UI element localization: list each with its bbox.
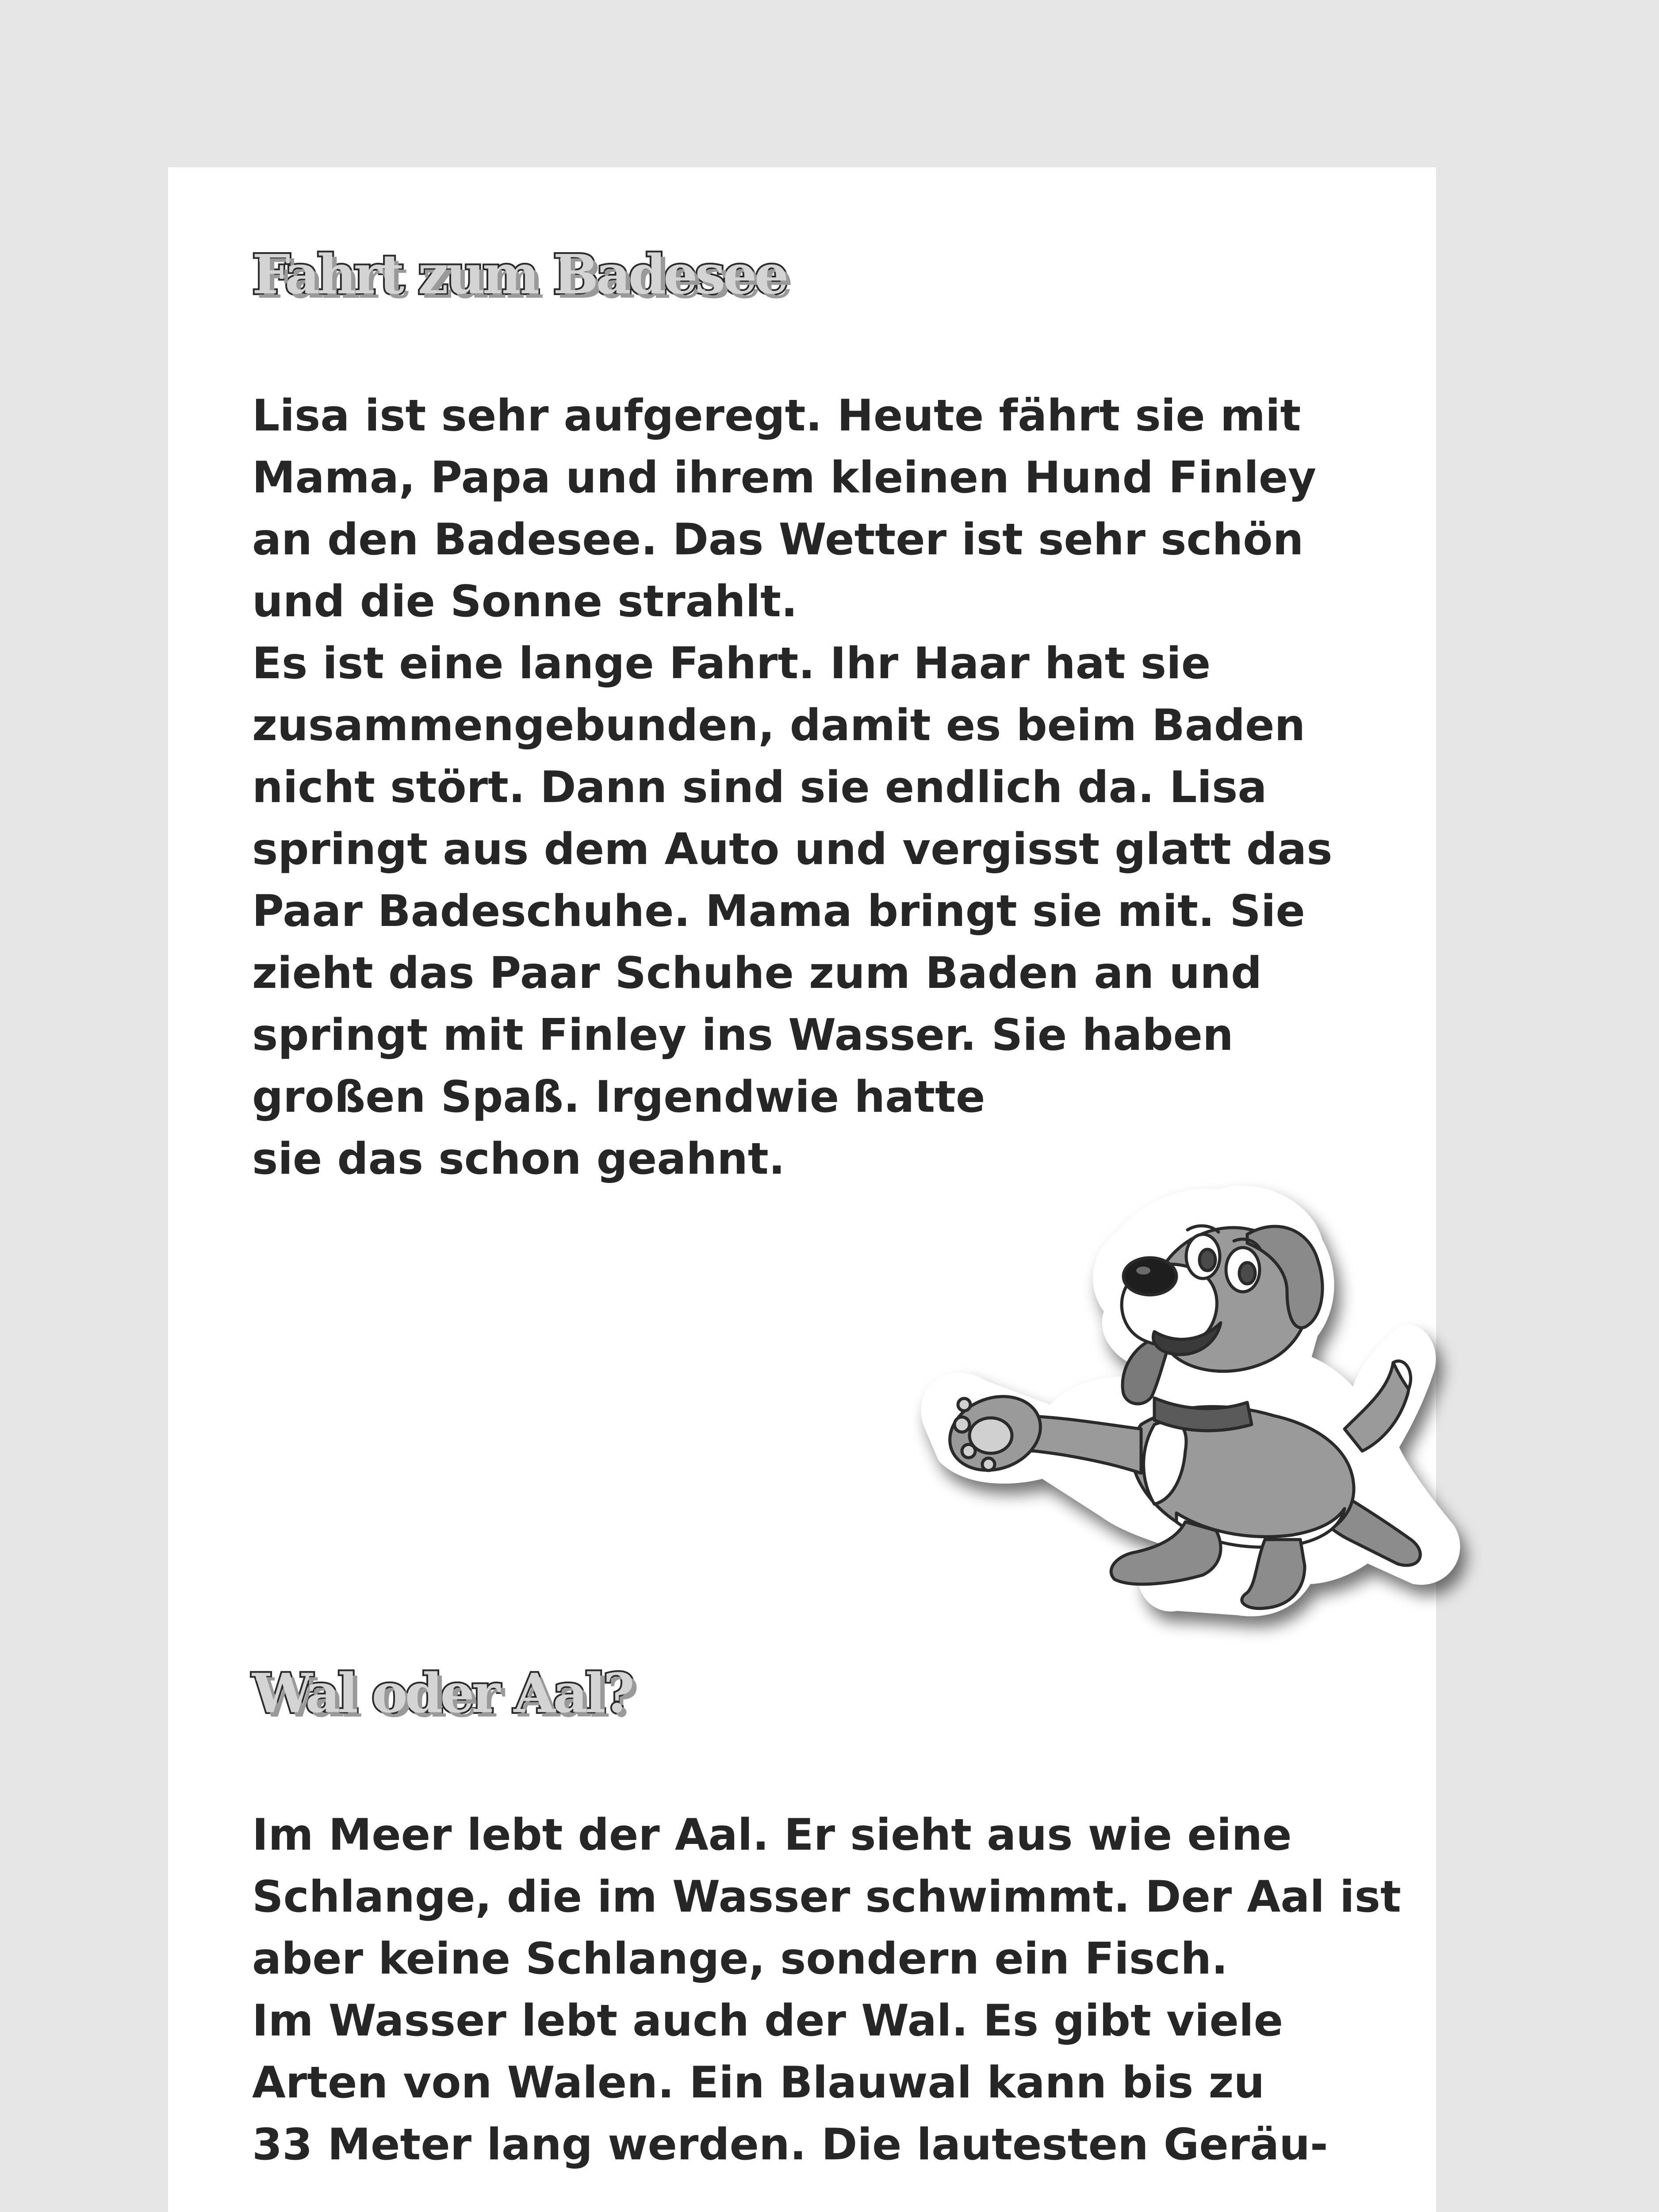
text-line: Mama, Papa und ihrem kleinen Hund Finley — [252, 453, 1317, 503]
text-line: Paar Badeschuhe. Mama bringt sie mit. Sie — [252, 886, 1305, 937]
text-line: zieht das Paar Schuhe zum Baden an und — [252, 948, 1262, 998]
section-title: Fahrt zum Badesee — [252, 242, 786, 306]
text-line: aber keine Schlange, sondern ein Fisch. — [252, 1934, 1228, 1984]
text-line: zusammengebunden, damit es beim Baden — [252, 700, 1306, 751]
text-line: großen Spaß. Irgendwie hatte — [252, 1072, 985, 1122]
text-line: Es ist eine lange Fahrt. Ihr Haar hat sie — [252, 638, 1211, 689]
story-text — [252, 1804, 1401, 2176]
text-line: sie das schon geahnt. — [252, 1134, 785, 1184]
text-line: 33 Meter lang werden. Die lautesten Geräu- — [252, 2120, 1328, 2170]
text-line: springt mit Finley ins Wasser. Sie haben — [252, 1010, 1234, 1060]
text-line: und die Sonne strahlt. — [252, 576, 798, 627]
dog-icon — [867, 1141, 1499, 1712]
text-line: nicht stört. Dann sind sie endlich da. Lisa — [252, 762, 1267, 813]
text-line: springt aus dem Auto und vergisst glatt das — [252, 824, 1333, 875]
text-line: Schlange, die im Wasser schwimmt. Der Aal ist — [252, 1872, 1401, 1922]
section-title: Wal oder Aal? — [252, 1661, 632, 1725]
text-line: Lisa ist sehr aufgeregt. Heute fährt sie mit — [252, 391, 1301, 441]
text-line: Arten von Walen. Ein Blauwal kann bis zu — [252, 2058, 1265, 2108]
text-line: Im Wasser lebt auch der Wal. Es gibt viele — [252, 1996, 1284, 2046]
text-line: Im Meer lebt der Aal. Er sieht aus wie eine — [252, 1810, 1292, 1860]
story-text — [252, 385, 1333, 1190]
text-line: an den Badesee. Das Wetter ist sehr schön — [252, 515, 1304, 565]
